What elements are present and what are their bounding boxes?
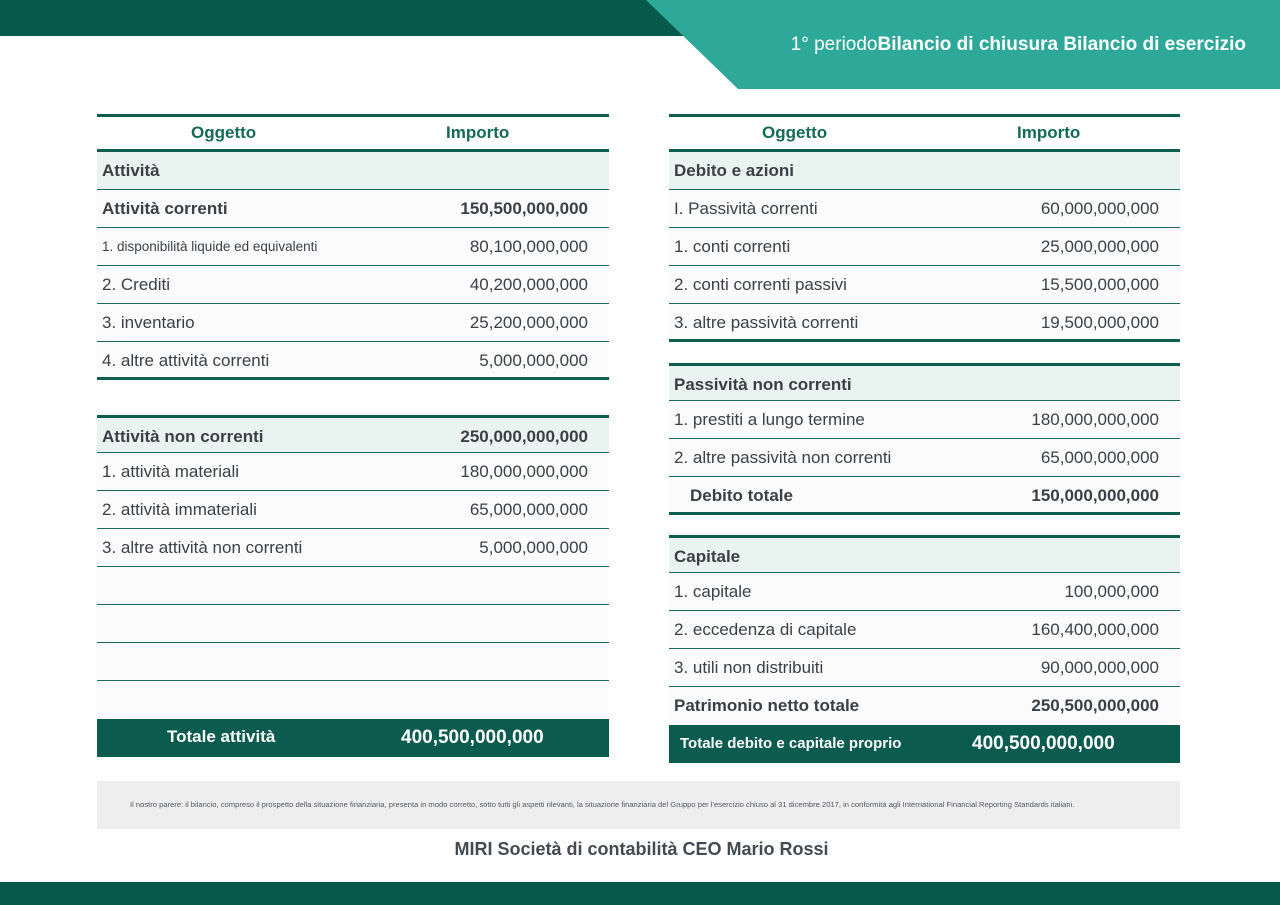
table-row: [669, 401, 1180, 439]
row-label: 1. conti correnti: [674, 237, 791, 256]
row-label: Debito totale: [690, 486, 793, 505]
total-assets-row: [97, 719, 609, 757]
row-value: 25,000,000,000: [1040, 237, 1159, 256]
table-row: [97, 190, 609, 228]
row-value: 60,000,000,000: [1040, 199, 1159, 218]
empty-row: [97, 643, 609, 681]
empty-row: [97, 605, 609, 643]
empty-row: [97, 681, 609, 719]
table-row: [97, 529, 609, 567]
table-row: [669, 611, 1180, 649]
total-label: Totale debito e capitale proprio: [680, 735, 902, 752]
table-row: [669, 363, 1180, 401]
row-label: Passività non correnti: [674, 375, 852, 394]
auditor-note-text: Il nostro parere: il bilancio, compreso il prospetto della situazione finanziaria, presenta in modo corretto, sotto tutti gli aspetti rilevanti, la situazione finanziaria del Gruppo per l'esercizio chiuso al 31 dicembre 2017, in conformità agli International Financial Reporting Standards italiani.: [130, 800, 1075, 809]
row-value: 25,200,000,000: [469, 313, 588, 332]
table-row: [97, 304, 609, 342]
row-label: 1. attività materiali: [102, 462, 239, 481]
row-label: 4. altre attività correnti: [102, 351, 270, 370]
table-row: [669, 573, 1180, 611]
table-row: [669, 152, 1180, 190]
table-row: [669, 304, 1180, 342]
row-value: 150,500,000,000: [460, 199, 588, 218]
row-value: 160,400,000,000: [1031, 620, 1159, 639]
table-gap: [97, 380, 609, 415]
period-label: 1° periodo: [790, 34, 878, 55]
table-row: [669, 649, 1180, 687]
table-row: [669, 190, 1180, 228]
row-value: 250,000,000,000: [460, 427, 588, 446]
table-row: [669, 439, 1180, 477]
table-row: [669, 228, 1180, 266]
signature: MIRI Società di contabilità CEO Mario Rossi: [454, 839, 829, 859]
row-value: 180,000,000,000: [1031, 410, 1159, 429]
empty-row: [97, 567, 609, 605]
column-header-importo: Importo: [1017, 123, 1081, 142]
assets-table: [97, 114, 609, 757]
table-row: [97, 342, 609, 380]
column-header-oggetto: Oggetto: [762, 123, 828, 142]
row-label: 2. attività immateriali: [102, 500, 257, 519]
liabilities-table: [669, 114, 1180, 763]
total-liabilities-row: [669, 725, 1180, 763]
row-label: Capitale: [674, 547, 741, 566]
row-value: 40,200,000,000: [469, 275, 588, 294]
row-value: 150,000,000,000: [1031, 486, 1159, 505]
table-gap: [669, 342, 1180, 363]
row-value: 19,500,000,000: [1040, 313, 1159, 332]
column-header-oggetto: Oggetto: [191, 123, 257, 142]
row-value: 80,100,000,000: [469, 237, 588, 256]
table-row: [97, 453, 609, 491]
row-label: 1. disponibilità liquide ed equivalenti: [102, 239, 318, 254]
total-value: 400,500,000,000: [972, 733, 1115, 754]
row-label: 2. altre passività non correnti: [674, 448, 892, 467]
row-label: I. Passività correnti: [674, 199, 818, 218]
row-label: Attività correnti: [102, 199, 228, 218]
table-row: [669, 266, 1180, 304]
table-row: [669, 687, 1180, 725]
table-row: [97, 228, 609, 266]
row-label: 3. inventario: [102, 313, 195, 332]
row-value: 250,500,000,000: [1031, 696, 1159, 715]
table-row: [669, 535, 1180, 573]
table-gap: [669, 515, 1180, 535]
row-label: 2. conti correnti passivi: [674, 275, 847, 294]
row-label: 2. Crediti: [102, 275, 171, 294]
row-label: 1. capitale: [674, 582, 752, 601]
liabilities-table-header: [669, 114, 1180, 152]
row-value: 5,000,000,000: [479, 351, 588, 370]
row-label: Attività non correnti: [102, 427, 264, 446]
row-value: 5,000,000,000: [479, 538, 588, 557]
row-value: 90,000,000,000: [1040, 658, 1159, 677]
document-title: Bilancio di chiusura Bilancio di esercizio: [877, 34, 1246, 55]
row-value: 65,000,000,000: [469, 500, 588, 519]
row-label: 1. prestiti a lungo termine: [674, 410, 865, 429]
row-label: 3. altre passività correnti: [674, 313, 859, 332]
row-label: Debito e azioni: [674, 161, 794, 180]
row-value: 180,000,000,000: [460, 462, 588, 481]
total-value: 400,500,000,000: [401, 727, 544, 748]
table-row: [97, 152, 609, 190]
table-row: [97, 266, 609, 304]
bottom-bar: [0, 882, 1280, 905]
header-title: [791, 30, 1246, 60]
row-label: 3. utili non distribuiti: [674, 658, 824, 677]
row-label: 3. altre attività non correnti: [102, 538, 303, 557]
row-label: 2. eccedenza di capitale: [674, 620, 857, 639]
total-label: Totale attività: [167, 727, 276, 746]
assets-table-header: [97, 114, 609, 152]
table-row: [97, 491, 609, 529]
table-row: [97, 415, 609, 453]
column-header-importo: Importo: [446, 123, 510, 142]
table-row: [669, 477, 1180, 515]
row-value: 65,000,000,000: [1040, 448, 1159, 467]
auditor-note: [97, 781, 1180, 829]
row-value: 15,500,000,000: [1040, 275, 1159, 294]
row-label: Patrimonio netto totale: [674, 696, 860, 715]
row-label: Attività: [102, 161, 160, 180]
row-value: 100,000,000: [1064, 582, 1159, 601]
